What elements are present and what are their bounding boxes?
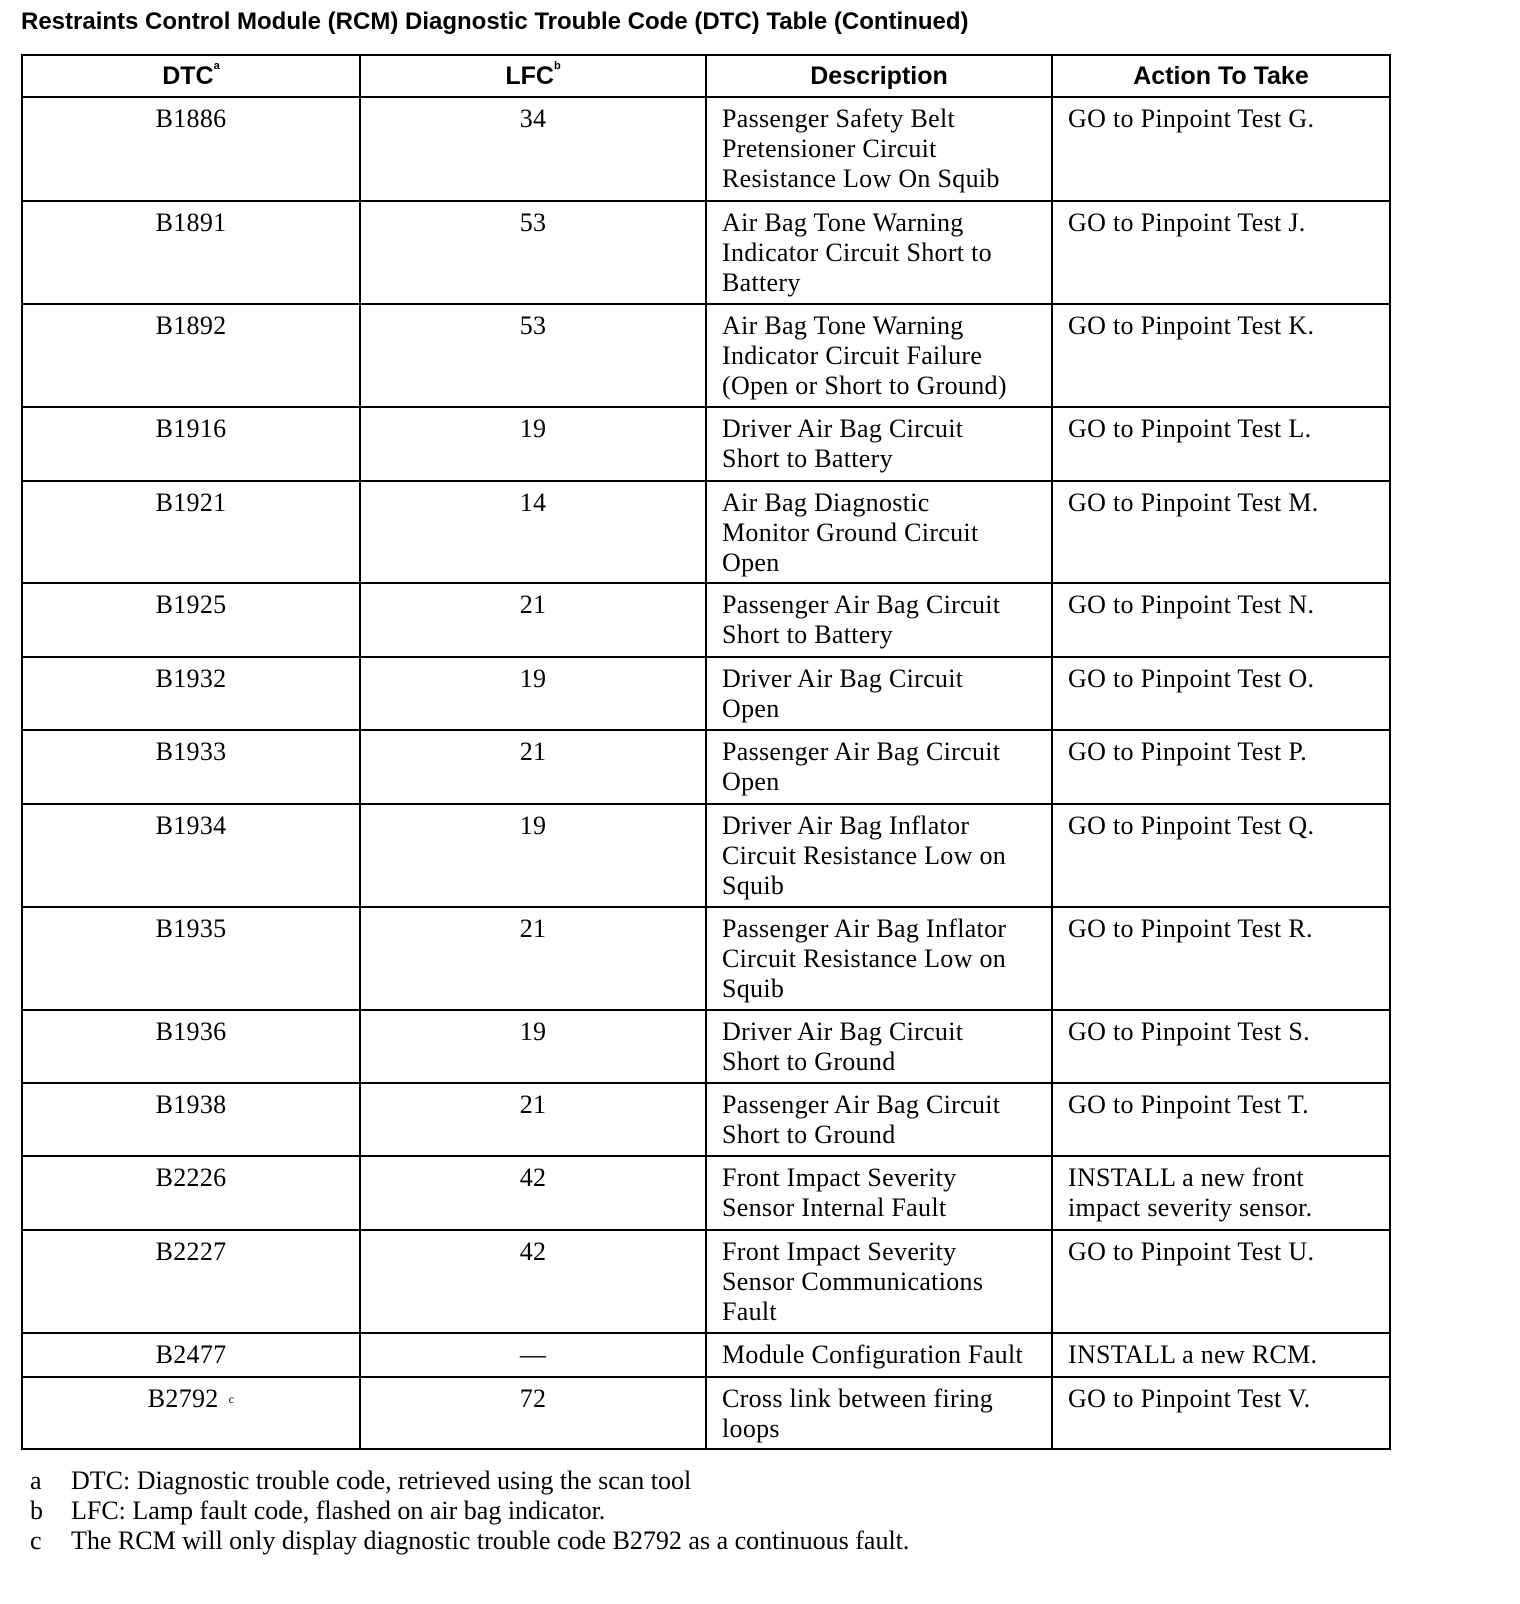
action-cell	[1052, 481, 1390, 583]
description-cell	[706, 1083, 1052, 1156]
lfc-cell	[360, 583, 706, 657]
column-header	[1052, 55, 1390, 97]
lfc-cell	[360, 407, 706, 481]
action-cell	[1052, 907, 1390, 1010]
action-cell	[1052, 1083, 1390, 1156]
action-cell-text: GO to Pinpoint Test N.	[1068, 590, 1315, 619]
lfc-cell	[360, 201, 706, 304]
dtc-table	[21, 54, 1391, 1450]
action-cell-text: GO to Pinpoint Test T.	[1068, 1090, 1309, 1119]
dtc-cell-text: B1936	[155, 1017, 227, 1046]
lfc-cell	[360, 304, 706, 407]
footnotes	[30, 1466, 909, 1556]
action-cell-text: GO to Pinpoint Test U.	[1068, 1237, 1315, 1266]
action-cell-text: GO to Pinpoint Test J.	[1068, 208, 1306, 237]
description-cell-text: Passenger Air Bag Circuit Short to Ground	[722, 1090, 1001, 1149]
dtc-cell	[22, 1230, 360, 1333]
lfc-cell-text: 19	[519, 414, 547, 443]
description-cell	[706, 804, 1052, 907]
action-cell	[1052, 657, 1390, 730]
description-cell	[706, 97, 1052, 201]
description-cell	[706, 481, 1052, 583]
description-cell-text: Passenger Air Bag Inflator Circuit Resistance Low on Squib	[722, 914, 1007, 1003]
lfc-cell-text: 42	[519, 1237, 547, 1266]
action-cell	[1052, 97, 1390, 201]
description-cell	[706, 907, 1052, 1010]
lfc-cell-text: 34	[519, 104, 547, 133]
lfc-cell-text: 53	[519, 311, 547, 340]
action-cell	[1052, 1156, 1390, 1230]
dtc-cell	[22, 1010, 360, 1083]
lfc-cell	[360, 1377, 706, 1449]
dtc-cell-text: B2227	[155, 1237, 227, 1266]
dtc-cell-text: B1934	[155, 811, 227, 840]
description-cell-text: Driver Air Bag Inflator Circuit Resistance Low on Squib	[722, 811, 1007, 900]
description-cell-text: Passenger Safety Belt Pretensioner Circuit Resistance Low On Squib	[722, 104, 1000, 193]
lfc-cell-text: —	[519, 1340, 547, 1369]
description-cell-text: Driver Air Bag Circuit Short to Battery	[722, 414, 964, 473]
description-cell	[706, 201, 1052, 304]
action-cell	[1052, 1377, 1390, 1449]
column-header-label: LFC	[505, 61, 554, 90]
table-row	[22, 804, 1390, 907]
table-row	[22, 907, 1390, 1010]
table-row	[22, 304, 1390, 407]
action-cell-text: GO to Pinpoint Test L.	[1068, 414, 1312, 443]
dtc-cell	[22, 201, 360, 304]
dtc-cell-text: B1938	[155, 1090, 227, 1119]
lfc-cell-text: 19	[519, 664, 547, 693]
action-cell-text: GO to Pinpoint Test K.	[1068, 311, 1315, 340]
footnote-ref: a	[213, 59, 220, 72]
description-cell-text: Front Impact Severity Sensor Communications Fault	[722, 1237, 984, 1326]
lfc-cell-text: 21	[519, 914, 547, 943]
description-cell-text: Passenger Air Bag Circuit Open	[722, 737, 1001, 796]
dtc-cell	[22, 1083, 360, 1156]
table-row	[22, 1156, 1390, 1230]
lfc-cell	[360, 1230, 706, 1333]
lfc-cell-text: 72	[519, 1384, 547, 1413]
action-cell	[1052, 730, 1390, 804]
description-cell	[706, 1230, 1052, 1333]
action-cell-text: GO to Pinpoint Test Q.	[1068, 811, 1315, 840]
footnote-text: LFC: Lamp fault code, flashed on air bag indicator.	[71, 1496, 606, 1525]
action-cell-text: INSTALL a new front impact severity sensor.	[1068, 1163, 1313, 1222]
action-cell-text: GO to Pinpoint Test S.	[1068, 1017, 1310, 1046]
lfc-cell-text: 53	[519, 208, 547, 237]
lfc-cell-text: 19	[519, 811, 547, 840]
table-row	[22, 201, 1390, 304]
column-header-label: Action To Take	[1133, 61, 1309, 90]
description-cell	[706, 407, 1052, 481]
footnote	[30, 1466, 909, 1496]
table-row	[22, 97, 1390, 201]
description-cell-text: Air Bag Diagnostic Monitor Ground Circuit Open	[722, 488, 979, 577]
table-row	[22, 1377, 1390, 1449]
table-row	[22, 730, 1390, 804]
lfc-cell	[360, 97, 706, 201]
table-row	[22, 583, 1390, 657]
action-cell	[1052, 407, 1390, 481]
column-header	[706, 55, 1052, 97]
table-row	[22, 657, 1390, 730]
footnote	[30, 1526, 909, 1556]
lfc-cell-text: 19	[519, 1017, 547, 1046]
lfc-cell	[360, 1156, 706, 1230]
description-cell	[706, 1333, 1052, 1377]
footnote	[30, 1496, 909, 1526]
description-cell-text: Front Impact Severity Sensor Internal Fault	[722, 1163, 957, 1222]
description-cell	[706, 730, 1052, 804]
action-cell-text: GO to Pinpoint Test P.	[1068, 737, 1308, 766]
description-cell-text: Cross link between firing loops	[722, 1384, 994, 1443]
dtc-cell-text: B2226	[155, 1163, 227, 1192]
footnote-key: b	[30, 1496, 43, 1525]
description-cell	[706, 1010, 1052, 1083]
lfc-cell	[360, 730, 706, 804]
table-title: Restraints Control Module (RCM) Diagnostic Trouble Code (DTC) Table (Continued)	[21, 8, 969, 35]
action-cell	[1052, 1010, 1390, 1083]
lfc-cell-text: 42	[519, 1163, 547, 1192]
dtc-cell	[22, 657, 360, 730]
lfc-cell-text: 21	[519, 737, 547, 766]
dtc-cell-text: B1916	[155, 414, 227, 443]
footnote-key: a	[30, 1466, 42, 1495]
dtc-cell-text: B1933	[155, 737, 227, 766]
table-row	[22, 1333, 1390, 1377]
footnote-ref: c	[228, 1392, 235, 1406]
table-row	[22, 407, 1390, 481]
action-cell	[1052, 304, 1390, 407]
action-cell	[1052, 804, 1390, 907]
description-cell-text: Passenger Air Bag Circuit Short to Battery	[722, 590, 1001, 649]
dtc-cell-text: B1925	[155, 590, 227, 619]
column-header	[360, 55, 706, 97]
column-header-label: Description	[810, 61, 948, 90]
description-cell-text: Module Configuration Fault	[722, 1340, 1023, 1369]
dtc-cell	[22, 97, 360, 201]
dtc-cell-text: B1921	[155, 488, 227, 517]
lfc-cell	[360, 1083, 706, 1156]
description-cell-text: Air Bag Tone Warning Indicator Circuit Short to Battery	[722, 208, 992, 297]
footnote-text: DTC: Diagnostic trouble code, retrieved using the scan tool	[71, 1466, 692, 1495]
dtc-cell	[22, 804, 360, 907]
action-cell-text: GO to Pinpoint Test G.	[1068, 104, 1315, 133]
dtc-cell	[22, 304, 360, 407]
lfc-cell	[360, 657, 706, 730]
action-cell	[1052, 583, 1390, 657]
footnote-text: The RCM will only display diagnostic trouble code B2792 as a continuous fault.	[71, 1526, 910, 1555]
dtc-cell-text: B1935	[155, 914, 227, 943]
description-cell-text: Driver Air Bag Circuit Open	[722, 664, 964, 723]
description-cell	[706, 583, 1052, 657]
dtc-cell	[22, 583, 360, 657]
action-cell	[1052, 1333, 1390, 1377]
description-cell	[706, 304, 1052, 407]
lfc-cell-text: 21	[519, 1090, 547, 1119]
dtc-cell-text: B2477	[155, 1340, 227, 1369]
description-cell-text: Driver Air Bag Circuit Short to Ground	[722, 1017, 964, 1076]
footnote-ref: b	[553, 59, 561, 72]
table-row	[22, 481, 1390, 583]
dtc-cell-text: B1892	[155, 311, 227, 340]
table-row	[22, 1010, 1390, 1083]
lfc-cell-text: 21	[519, 590, 547, 619]
dtc-cell	[22, 907, 360, 1010]
lfc-cell	[360, 481, 706, 583]
column-header	[22, 55, 360, 97]
action-cell-text: GO to Pinpoint Test O.	[1068, 664, 1315, 693]
action-cell-text: GO to Pinpoint Test V.	[1068, 1384, 1311, 1413]
lfc-cell	[360, 1010, 706, 1083]
dtc-cell-text: B1932	[155, 664, 227, 693]
footnote-key: c	[30, 1526, 42, 1555]
action-cell	[1052, 201, 1390, 304]
dtc-cell	[22, 1377, 360, 1449]
table-row	[22, 1230, 1390, 1333]
dtc-cell	[22, 1156, 360, 1230]
description-cell	[706, 657, 1052, 730]
lfc-cell	[360, 804, 706, 907]
dtc-cell-text: B1886	[155, 104, 227, 133]
action-cell-text: INSTALL a new RCM.	[1068, 1340, 1318, 1369]
action-cell	[1052, 1230, 1390, 1333]
lfc-cell	[360, 1333, 706, 1377]
column-header-label: DTC	[162, 61, 214, 90]
dtc-cell	[22, 730, 360, 804]
lfc-cell	[360, 907, 706, 1010]
description-cell-text: Air Bag Tone Warning Indicator Circuit Failure (Open or Short to Ground)	[722, 311, 1007, 400]
dtc-cell	[22, 1333, 360, 1377]
table-row	[22, 1083, 1390, 1156]
dtc-cell	[22, 407, 360, 481]
dtc-cell	[22, 481, 360, 583]
dtc-cell-text: B1891	[155, 208, 227, 237]
action-cell-text: GO to Pinpoint Test M.	[1068, 488, 1319, 517]
action-cell-text: GO to Pinpoint Test R.	[1068, 914, 1313, 943]
dtc-cell-text: B2792	[147, 1384, 219, 1413]
description-cell	[706, 1156, 1052, 1230]
lfc-cell-text: 14	[519, 488, 547, 517]
description-cell	[706, 1377, 1052, 1449]
